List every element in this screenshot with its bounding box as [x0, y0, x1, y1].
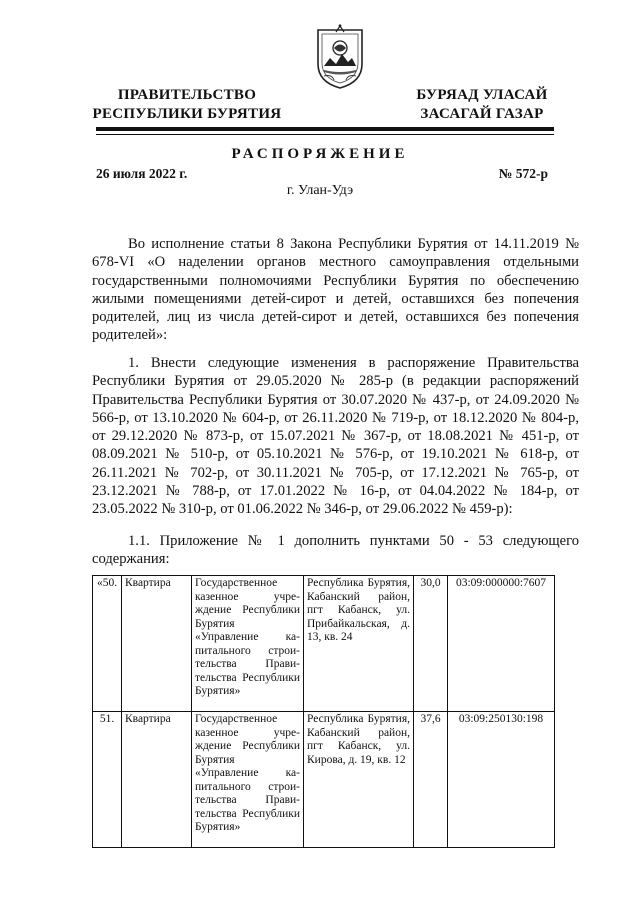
table-row: [93, 712, 555, 848]
table-row: [93, 576, 555, 712]
property-type: Квартира: [122, 712, 192, 848]
property-address: Республика Бурятия, Кабанский район, пгт Кабанск, ул. Кирова, д. 19, кв. 12: [304, 712, 414, 848]
row-number: «50.: [93, 576, 122, 712]
property-table: [92, 575, 555, 848]
row-number: 51.: [93, 712, 122, 848]
government-name-buryat: БУРЯАД УЛАСАЙ ЗАСАГАЙ ГАЗАР: [416, 87, 548, 122]
property-area: 30,0: [414, 576, 448, 712]
document-number: № 572-р: [498, 166, 548, 181]
holder-organization: Государственное казенное учреждение Республики Бурятия «Управление капитального строительства Правительства Республики Бурятия»: [192, 712, 304, 848]
document-city: г. Улан-Удэ: [286, 183, 354, 198]
document-title: РАСПОРЯЖЕНИЕ: [231, 146, 409, 162]
property-area: 37,6: [414, 712, 448, 848]
property-address: Республика Бурятия, Кабанский район, пгт Кабанск, ул. Прибайкальская, д. 13, кв. 24: [304, 576, 414, 712]
property-type: Квартира: [122, 576, 192, 712]
buryatia-coat-of-arms-icon: [310, 24, 370, 90]
document-date: 26 июля 2022 г.: [96, 166, 188, 181]
intro-paragraph: Во исполнение статьи 8 Закона Республики Бурятия от 14.11.2019 № 678-VI «О наделении органов местного самоуправления отдельными государственными полномочиями Республики Бурятия по обеспечению жилыми помещениями детей-сирот и детей, оставшихся без попечения родителей, лиц из числа детей-сирот и детей, оставшихся без попечения родителей»:: [92, 236, 579, 344]
government-name-russian: ПРАВИТЕЛЬСТВО РЕСПУБЛИКИ БУРЯТИЯ: [92, 87, 282, 122]
cadastral-number: 03:09:250130:198: [448, 712, 555, 848]
point-1-1-paragraph: 1.1. Приложение № 1 дополнить пунктами 50 - 53 следующего содержания:: [92, 533, 579, 568]
holder-organization: Государственное казенное учреждение Республики Бурятия «Управление капитального строительства Правительства Республики Бурятия»: [192, 576, 304, 712]
header-divider-thin: [96, 134, 554, 135]
point-1-paragraph: 1. Внести следующие изменения в распоряжение Правительства Республики Бурятия от 29.05.2020 № 285-р (в редакции распоряжений Правительства Республики Бурятия от 30.07.2020 № 437-р, от 24.09.2020 № 566-р, от 13.10.2020 № 604-р, от 26.11.2020 № 719-р, от 18.12.2020 № 804-р, от 29.12.2020 № 873-р, от 15.07.2021 № 367-р, от 18.08.2021 № 451-р, от 08.09.2021 № 510-р, от 05.10.2021 № 576-р, от 19.10.2021 № 618-р, от 26.11.2021 № 702-р, от 30.11.2021 № 705-р, от 17.12.2021 № 765-р, от 23.12.2021 № 788-р, от 17.01.2022 № 16-р, от 04.04.2022 № 184-р, от 23.05.2022 № 310-р, от 01.06.2022 № 346-р, от 29.06.2022 № 459-р):: [92, 355, 579, 518]
header-divider-thick: [96, 127, 554, 131]
cadastral-number: 03:09:000000:7607: [448, 576, 555, 712]
